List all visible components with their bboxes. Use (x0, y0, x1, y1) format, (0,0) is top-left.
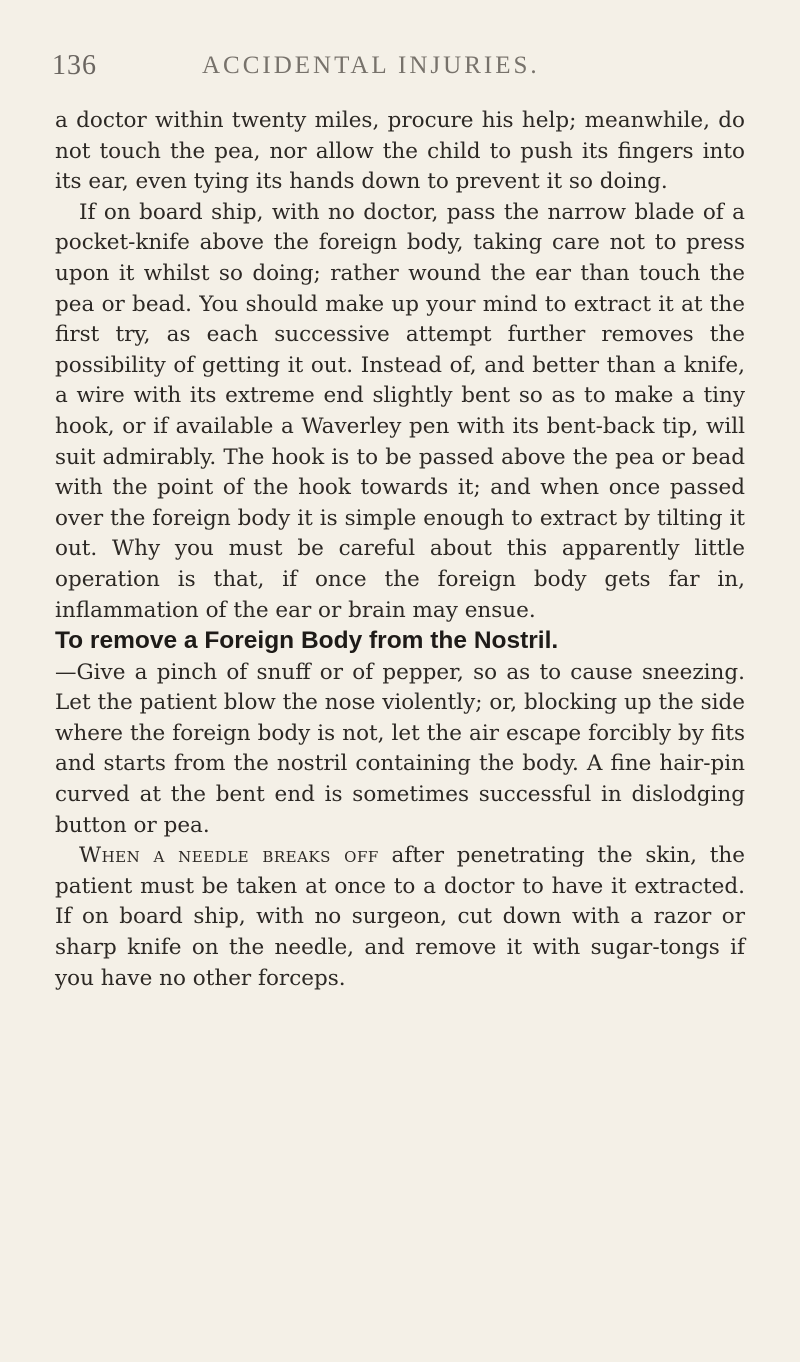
running-head (52, 50, 752, 90)
needle-lead-in: When a needle breaks off (79, 843, 379, 869)
paragraph-needle (55, 841, 745, 994)
page-number: 136 (52, 50, 97, 81)
paragraph-ear-continued: a doctor within twenty miles, procure his help; meanwhile, do not touch the pea, nor allow the child to push its fingers into its ear, even tying its hands down to prevent it so doing. (55, 108, 745, 195)
section-heading-nostril: To remove a Foreign Body from the Nostril. (55, 627, 559, 655)
paragraph-nostril-text: —Give a pinch of snuff or of pepper, so as to cause sneezing. Let the patient blow the nose violently; or, blocking up the side where the foreign body is not, let the air escape forcibly by fits and starts from the nostril containing the body. A fine hair-pin curved at the bent end is sometimes successful in dislodging button or pea. (55, 659, 745, 838)
paragraph-nostril (55, 626, 745, 841)
running-title: ACCIDENTAL INJURIES. (202, 52, 540, 79)
paragraph-on-board-ship: If on board ship, with no doctor, pass the narrow blade of a pocket-knife above the foreign body, taking care not to press upon it whilst so doing; rather wound the ear than touch the pea or bead. You should make up your mind to extract it at the first try, as each successive attempt further removes the possibility of getting it out. Instead of, and better than a knife, a wire with its extreme end slightly bent so as to make a tiny hook, or if available a Waverley pen with its bent-back tip, will suit admirably. The hook is to be passed above the pea or bead with the point of the hook towards it; and when once passed over the foreign body it is simple enough to extract by tilting it out. Why you must be careful about this apparently little operation is that, if once the foreign body gets far in, inflammation of the ear or brain may ensue. (55, 199, 745, 623)
paragraph-needle-text: after penetrating the skin, the patient must be taken at once to a doctor to have it extracted. If on board ship, with no surgeon, cut down with a razor or sharp knife on the needle, and remove it with sugar-tongs if you have no other forceps. (55, 843, 745, 991)
body-text (55, 106, 745, 994)
